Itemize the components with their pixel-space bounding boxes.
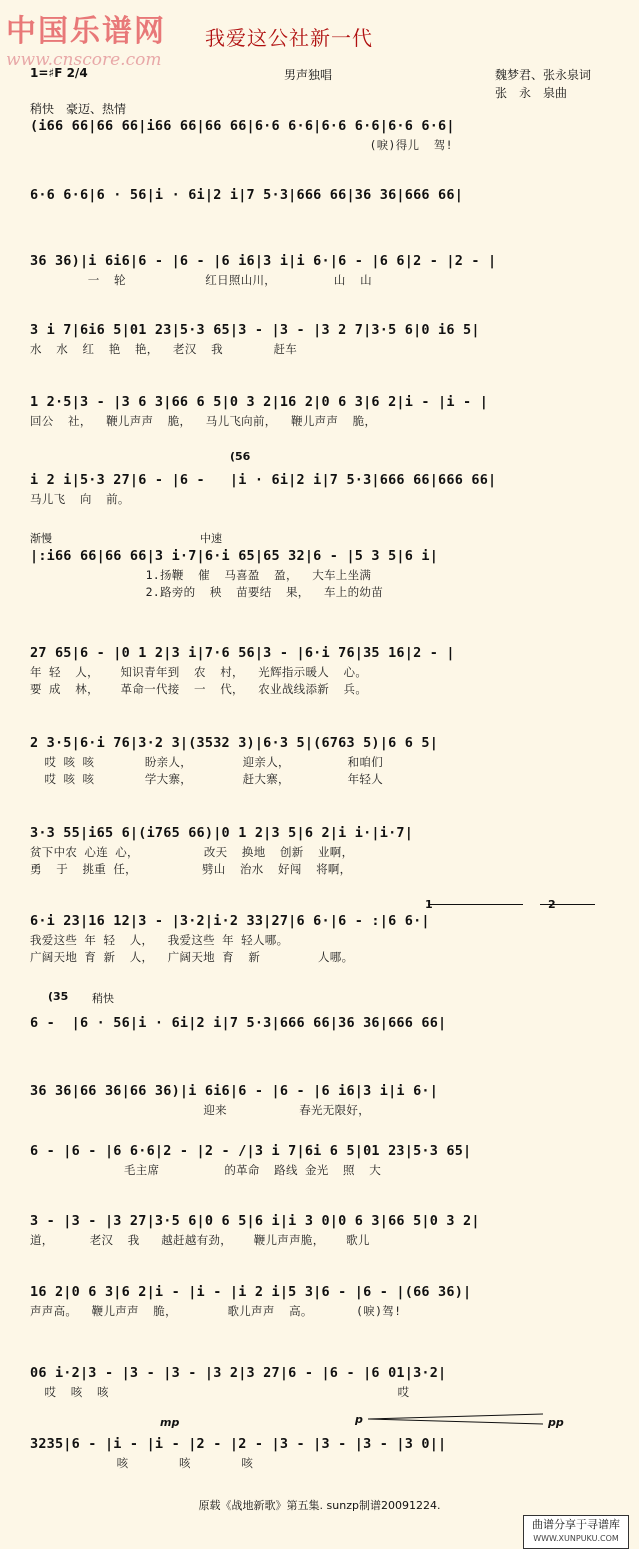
lyric-line-1: 贫下中农 心连 心， 改天 换地 创新 业啊， <box>30 845 354 859</box>
dynamic-pp: pp <box>548 1416 564 1429</box>
tempo-up-marker: 稍快 <box>92 992 114 1005</box>
lyric-line-1: 声声高。 鞭儿声声 脆， 歌儿声声 高。 (唳)驾! <box>30 1304 402 1318</box>
moderato-marker: 中速 <box>200 532 222 545</box>
lyric-line-1: (唳)得儿 驾! <box>30 138 453 152</box>
lyric-line-1: 哎 咳 咳 盼亲人， 迎亲人， 和咱们 <box>30 755 384 769</box>
lyric-line-1: 咳 咳 咳 <box>30 1456 254 1470</box>
intro-marker: (56 <box>230 450 251 463</box>
brand-box <box>523 1515 629 1549</box>
song-title: 我爱这公社新一代 <box>205 26 373 50</box>
volta-1: 1 <box>425 898 433 911</box>
key-signature: 1=♯F 2/4 <box>30 66 88 80</box>
decrescendo-hairpin <box>368 1412 543 1426</box>
notation-row: 16 2|0 6 3|6 2|i - |i - |i 2 i|5 3|6 - |6 - |(66 36)| <box>30 1284 472 1300</box>
bridge-marker: (35 <box>48 990 69 1003</box>
notation-row: 1 2·5|3 - |3 6 3|66 6 5|0 3 2|16 2|0 6 3|6 2|i - |i - | <box>30 394 489 410</box>
watermark-logo: 中国乐谱网 <box>6 14 166 49</box>
notation-row: |:i66 66|66 66|3 i·7|6·i 65|65 32|6 - |5 3 5|6 i| <box>30 548 439 564</box>
notation-row: 27 65|6 - |0 1 2|3 i|7·6 56|3 - |6·i 76|35 16|2 - | <box>30 645 455 661</box>
notation-row: 2 3·5|6·i 76|3·2 3|(3532 3)|6·3 5|(6763 5)|6 6 5| <box>30 735 439 751</box>
notation-row: 36 36)|i 6i6|6 - |6 - |6 i6|3 i|i 6·|6 - |6 6|2 - |2 - | <box>30 253 497 269</box>
notation-row: i 2 i|5·3 27|6 - |6 - |i · 6i|2 i|7 5·3|666 66|666 66| <box>30 472 497 488</box>
lyricist: 魏梦君、张永泉词 <box>495 68 592 82</box>
volta-2-bracket <box>540 904 595 905</box>
lyric-line-1: 哎 咳 咳 哎 <box>30 1385 410 1399</box>
lyric-line-2: 广阔天地 育 新 人， 广阔天地 育 新 人哪。 <box>30 950 354 964</box>
lyric-line-1: 水 水 红 艳 艳， 老汉 我 赶车 <box>30 342 298 356</box>
lyric-line-2: 2.路旁的 秧 苗要结 果， 车上的幼苗 <box>30 585 384 599</box>
lyric-line-2: 勇 于 挑重 任， 劈山 治水 好闯 将啊， <box>30 862 352 876</box>
source-note: 原载《战地新歌》第五集. sunzp制谱20091224. <box>198 1499 441 1512</box>
notation-row: 36 36|66 36|66 36)|i 6i6|6 - |6 - |6 i6|3 i|i 6·| <box>30 1083 439 1099</box>
lyric-line-1: 毛主席 的革命 路线 金光 照 大 <box>30 1163 382 1177</box>
dynamic-mp: mp <box>160 1416 180 1429</box>
composer: 张 永 泉曲 <box>495 86 568 100</box>
notation-row: 3 - |3 - |3 27|3·5 6|0 6 5|6 i|i 3 0|0 6 3|66 5|0 3 2| <box>30 1213 480 1229</box>
notation-row: 6·6 6·6|6 · 56|i · 6i|2 i|7 5·3|666 66|36 36|666 66| <box>30 187 464 203</box>
brand-url: WWW.XUNPUKU.COM <box>533 1534 619 1543</box>
volta-2: 2 <box>548 898 556 911</box>
notation-row: 3·3 55|i65 6|(i765 66)|0 1 2|3 5|6 2|i i·|i·7| <box>30 825 414 841</box>
performance-type: 男声独唱 <box>284 68 333 82</box>
notation-row: 6·i 23|16 12|3 - |3·2|i·2 33|27|6 6·|6 - :|6 6·| <box>30 913 430 929</box>
ritardando-marker: 渐慢 <box>30 532 52 545</box>
lyric-line-1: 一 轮 红日照山川， 山 山 <box>30 273 372 287</box>
notation-row: 3 i 7|6i6 5|01 23|5·3 65|3 - |3 - |3 2 7|3·5 6|0 i6 5| <box>30 322 480 338</box>
lyric-line-1: 道， 老汉 我 越赶越有劲， 鞭儿声声脆， 歌儿 <box>30 1233 370 1247</box>
volta-1-bracket <box>428 904 523 905</box>
lyric-line-1: 年 轻 人， 知识青年到 农 村， 光辉指示暖人 心。 <box>30 665 368 679</box>
lyric-line-1: 迎来 春光无限好， <box>30 1103 371 1117</box>
lyric-line-2: 要 成 林， 革命一代接 一 代， 农业战线添新 兵。 <box>30 682 368 696</box>
lyric-line-1: 回公 社， 鞭儿声声 脆， 马儿飞向前， 鞭儿声声 脆， <box>30 414 377 428</box>
notation-row: (i66 66|66 66|i66 66|66 66|6·6 6·6|6·6 6·6|6·6 6·6| <box>30 118 455 134</box>
brand-cn: 曲谱分享于寻谱库 <box>532 1518 620 1531</box>
watermark-url: www.cnscore.com <box>6 50 162 70</box>
lyric-line-1: 我爱这些 年 轻 人， 我爱这些 年 轻人哪。 <box>30 933 289 947</box>
lyric-line-2: 哎 咳 咳 学大寨， 赶大寨， 年轻人 <box>30 772 384 786</box>
notation-row: 3235|6 - |i - |i - |2 - |2 - |3 - |3 - |3 - |3 0|| <box>30 1436 447 1452</box>
lyric-line-1: 1.扬鞭 催 马喜盈 盈， 大车上坐满 <box>30 568 372 582</box>
lyric-line-1: 马儿飞 向 前。 <box>30 492 130 506</box>
notation-row: 06 i·2|3 - |3 - |3 - |3 2|3 27|6 - |6 - |6 01|3·2| <box>30 1365 447 1381</box>
notation-row: 6 - |6 - |6 6·6|2 - |2 - /|3 i 7|6i 6 5|01 23|5·3 65| <box>30 1143 472 1159</box>
tempo-marking: 稍快 豪迈、热情 <box>30 102 127 116</box>
notation-row: 6 - |6 · 56|i · 6i|2 i|7 5·3|666 66|36 36|666 66| <box>30 1015 447 1031</box>
dynamic-p: p <box>355 1413 363 1426</box>
